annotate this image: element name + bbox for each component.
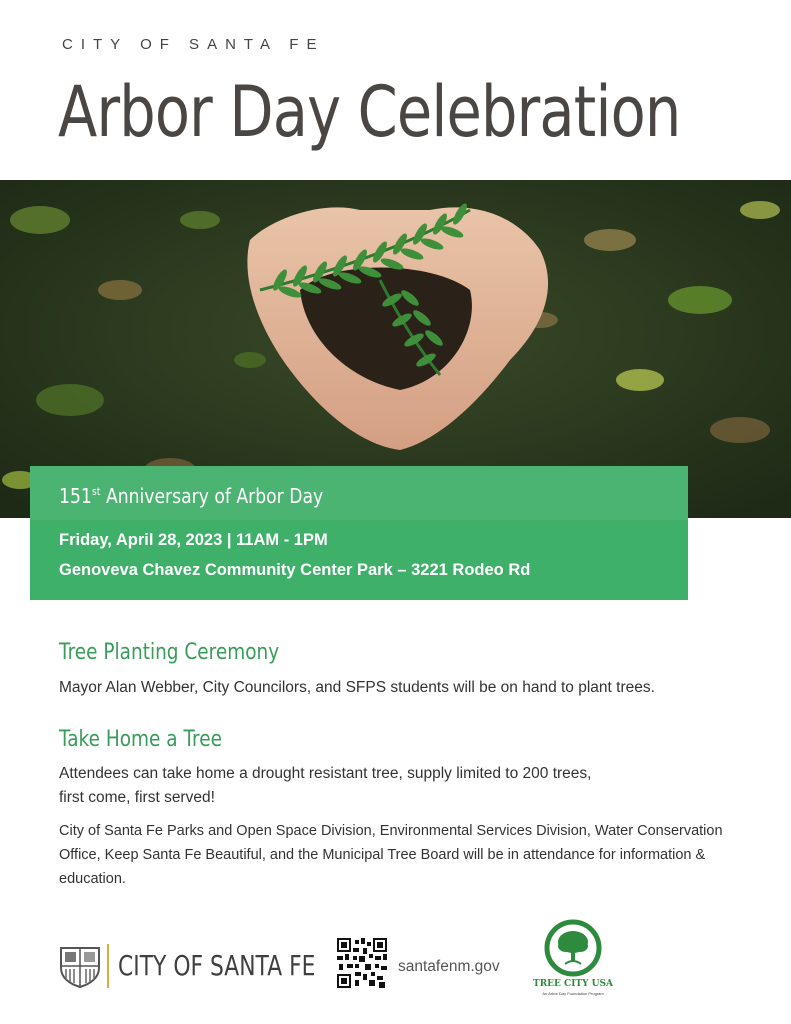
website-link[interactable]: santafenm.gov bbox=[398, 958, 500, 975]
anniversary-heading bbox=[59, 484, 323, 508]
tree-city-usa-logo bbox=[532, 918, 614, 1005]
footer-org-name bbox=[107, 944, 371, 988]
section-heading-planting: Tree Planting Ceremony bbox=[59, 640, 280, 665]
section-body-planting: Mayor Alan Webber, City Councilors, and SFPS students will be on hand to plant trees. bbox=[59, 679, 655, 696]
event-datetime: Friday, April 28, 2023 | 11AM - 1PM bbox=[59, 531, 328, 549]
anniversary-number: 151 bbox=[59, 484, 92, 508]
event-banner bbox=[30, 466, 688, 600]
section-heading-take-home: Take Home a Tree bbox=[59, 727, 222, 752]
section-body-take-home-1: Attendees can take home a drought resistant tree, supply limited to 200 trees, bbox=[59, 765, 592, 782]
city-seal-icon bbox=[58, 944, 102, 993]
kicker: CITY OF SANTA FE bbox=[62, 36, 325, 53]
footer-org-name-text: CITY OF SANTA FE bbox=[118, 949, 316, 982]
event-location: Genoveva Chavez Community Center Park – 3221 Rodeo Rd bbox=[59, 561, 531, 579]
page-title: Arbor Day Celebration bbox=[58, 71, 681, 153]
tree-city-name: TREE CITY USA bbox=[533, 979, 613, 989]
qr-code-icon bbox=[337, 938, 387, 993]
anniversary-rest: Anniversary of Arbor Day bbox=[100, 484, 324, 508]
anniversary-suffix: st bbox=[91, 485, 101, 498]
attendance-note: City of Santa Fe Parks and Open Space Division, Environmental Services Division, Water Conservation Office, Keep Santa Fe Beautiful, and the Municipal Tree Board will be in attendance for information & education. bbox=[59, 823, 723, 887]
section-body-take-home-2: first come, first served! bbox=[59, 789, 215, 806]
tree-city-tagline: An Arbor Day Foundation Program bbox=[542, 991, 604, 996]
